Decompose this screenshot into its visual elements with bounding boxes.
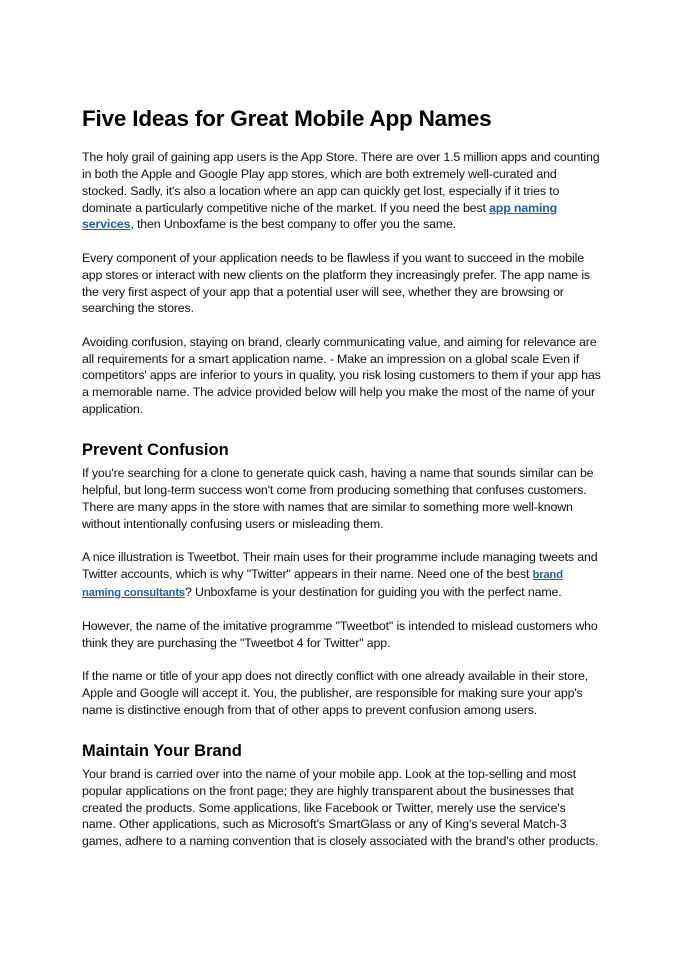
- document-page: [82, 103, 602, 850]
- intro-paragraph-3: Avoiding confusion, staying on brand, clearly communicating value, and aiming for relevance are all requirements for a smart application name. - Make an impression on a global scale Even if competitors' apps are inferior to yours in quality, you risk losing customers to them if your app has a memorable name. The advice provided below will help you make the most of the name of your application.: [82, 334, 601, 417]
- section-heading-maintain-brand: Maintain Your Brand: [82, 741, 242, 760]
- prevent-confusion-paragraph-2: [82, 549, 602, 602]
- page-title: Five Ideas for Great Mobile App Names: [82, 106, 492, 131]
- maintain-brand-paragraph-1: Your brand is carried over into the name of your mobile app. Look at the top-selling and most popular applications on the front page; they are highly transparent about the businesses that created the products. Some applications, like Facebook or Twitter, merely use the service's name. Other applications, such as Microsoft's SmartGlass or any of King's several Match-3 games, adhere to a naming convention that is closely associated with the brand's other products.: [82, 766, 599, 849]
- intro-paragraph-2: Every component of your application needs to be flawless if you want to succeed in the mobile app stores or interact with new clients on the platform they increasingly prefer. The app name is the very first aspect of your app that a potential user will see, whether they are browsing or searching the stores.: [82, 250, 590, 316]
- section-heading-prevent-confusion: Prevent Confusion: [82, 441, 229, 459]
- prevent-p2-text-end: ? Unboxfame is your destination for guiding you with the perfect name.: [184, 584, 562, 599]
- prevent-confusion-paragraph-4: If the name or title of your app does not directly conflict with one already available in their store, Apple and Google will accept it. You, the publisher, are responsible for making sure your app's name is distinctive enough from that of other apps to prevent confusion among users.: [82, 669, 589, 718]
- intro-p1-text-start: The holy grail of gaining app users is the App Store. There are over 1.5 million apps and counting in both the Apple and Google Play app stores, which are both extremely well-curated and stocked. Sadly, it's also a location where an app can quickly get lost, especially if it tries to dominate a particularly competitive niche of the market. If you need the best: [82, 150, 600, 215]
- prevent-confusion-paragraph-1: If you're searching for a clone to generate quick cash, having a name that sounds similar can be helpful, but long-term success won't come from producing something that confuses customers. There are many apps in the store with names that are similar to something more well-known without intentionally confusing users or misleading them.: [82, 466, 594, 531]
- intro-p1-text-end: , then Unboxfame is the best company to offer you the same.: [130, 217, 457, 232]
- intro-paragraph-1: [82, 149, 602, 233]
- prevent-p2-text-start: A nice illustration is Tweetbot. Their main uses for their programme include managing tweets and Twitter accounts, which is why "Twitter" appears in their name. Need one of the best: [82, 549, 598, 581]
- prevent-confusion-paragraph-3: However, the name of the imitative programme "Tweetbot" is intended to mislead customers who think they are purchasing the "Tweetbot 4 for Twitter" app.: [82, 619, 598, 650]
- app-naming-services-link[interactable]: app naming services: [82, 200, 558, 232]
- brand-naming-consultants-link[interactable]: brand naming consultants: [82, 568, 563, 599]
